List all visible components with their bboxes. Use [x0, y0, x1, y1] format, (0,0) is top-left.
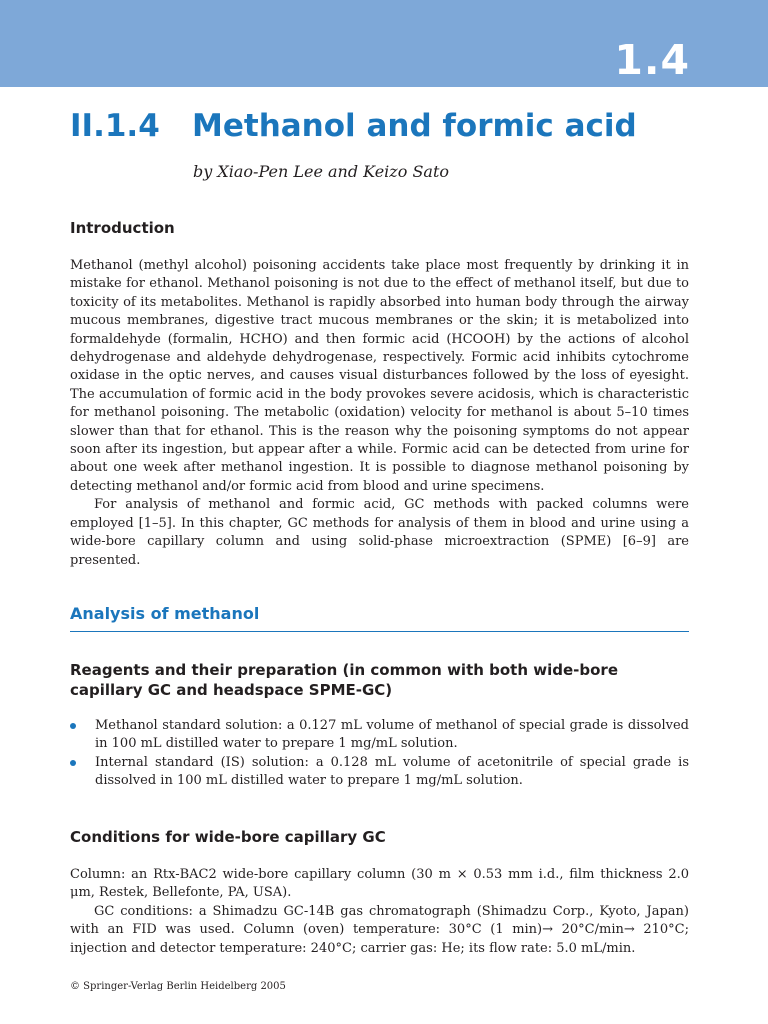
list-item	[70, 717, 689, 754]
title-text: Methanol and formic acid	[192, 108, 637, 144]
analysis-heading: Analysis of methanol	[70, 604, 260, 623]
conditions-heading: Conditions for wide-bore capillary GC	[70, 828, 386, 846]
reagents-list	[70, 717, 689, 791]
introduction-paragraph-1: Methanol (methyl alcohol) poisoning accidents take place most frequently by drinking it in mistake for ethanol. Methanol poisoning is not due to the effect of methanol itself, but due to toxicity of its metabolites. Methanol is rapidly absorbed into human body through the airway mucous membranes, digestive tract mucous membranes or the skin; it is metabolized into formaldehyde (formalin, HCHO) and then formic acid (HCOOH) by the actions of alcohol dehydrogenase and aldehyde dehydrogenase, respectively. Formic acid inhibits cytochrome oxidase in the optic nerves, and causes visual disturbances followed by the loss of eyesight. The accumulation of formic acid in the body provokes severe acidosis, which is characteristic for methanol poisoning. The metabolic (oxidation) velocity for methanol is about 5–10 times slower than that for ethanol. This is the reason why the poisoning symptoms do not appear soon after its ingestion, but appear after a while. Formic acid can be detected from urine for about one week after methanol ingestion. It is possible to diagnose methanol poisoning by detecting methanol and/or formic acid from blood and urine specimens.	[70, 258, 689, 494]
page-title	[70, 108, 710, 145]
chapter-banner	[0, 0, 768, 87]
column-paragraph: Column: an Rtx-BAC2 wide-bore capillary column (30 m × 0.53 mm i.d., film thickness 2.0 μm, Restek, Bellefonte, PA, USA).	[70, 867, 689, 901]
bullet-icon	[70, 723, 76, 729]
introduction-heading: Introduction	[70, 219, 175, 237]
title-number: II.1.4	[70, 108, 160, 144]
section-divider	[70, 631, 689, 632]
authors-line: by Xiao-Pen Lee and Keizo Sato	[193, 162, 449, 181]
introduction-body	[70, 257, 689, 570]
bullet-icon	[70, 760, 76, 766]
list-item	[70, 754, 689, 791]
bullet-text: Methanol standard solution: a 0.127 mL volume of methanol of special grade is dissolved in 100 mL distilled water to prepare 1 mg/mL solution.	[95, 718, 689, 752]
reagents-heading: Reagents and their preparation (in common with both wide-bore capillary GC and headspace SPME-GC)	[70, 661, 618, 699]
chapter-number: 1.4	[614, 36, 690, 84]
introduction-paragraph-2: For analysis of methanol and formic acid, GC methods with packed columns were employed [1–5]. In this chapter, GC methods for analysis of them in blood and urine using a wide-bore capillary column and using solid-phase microextraction (SPME) [6–9] are presented.	[70, 497, 689, 568]
copyright-footer: © Springer-Verlag Berlin Heidelberg 2005	[70, 981, 286, 992]
conditions-body	[70, 866, 689, 958]
gc-conditions-paragraph: GC conditions: a Shimadzu GC-14B gas chromatograph (Shimadzu Corp., Kyoto, Japan) with an FID was used. Column (oven) temperature: 30°C (1 min)→ 20°C/min→ 210°C; injection and detector temperature: 240°C; carrier gas: He; its flow rate: 5.0 mL/min.	[70, 903, 689, 956]
bullet-text: Internal standard (IS) solution: a 0.128 mL volume of acetonitrile of special grade is dissolved in 100 mL distilled water to prepare 1 mg/mL solution.	[95, 754, 689, 789]
